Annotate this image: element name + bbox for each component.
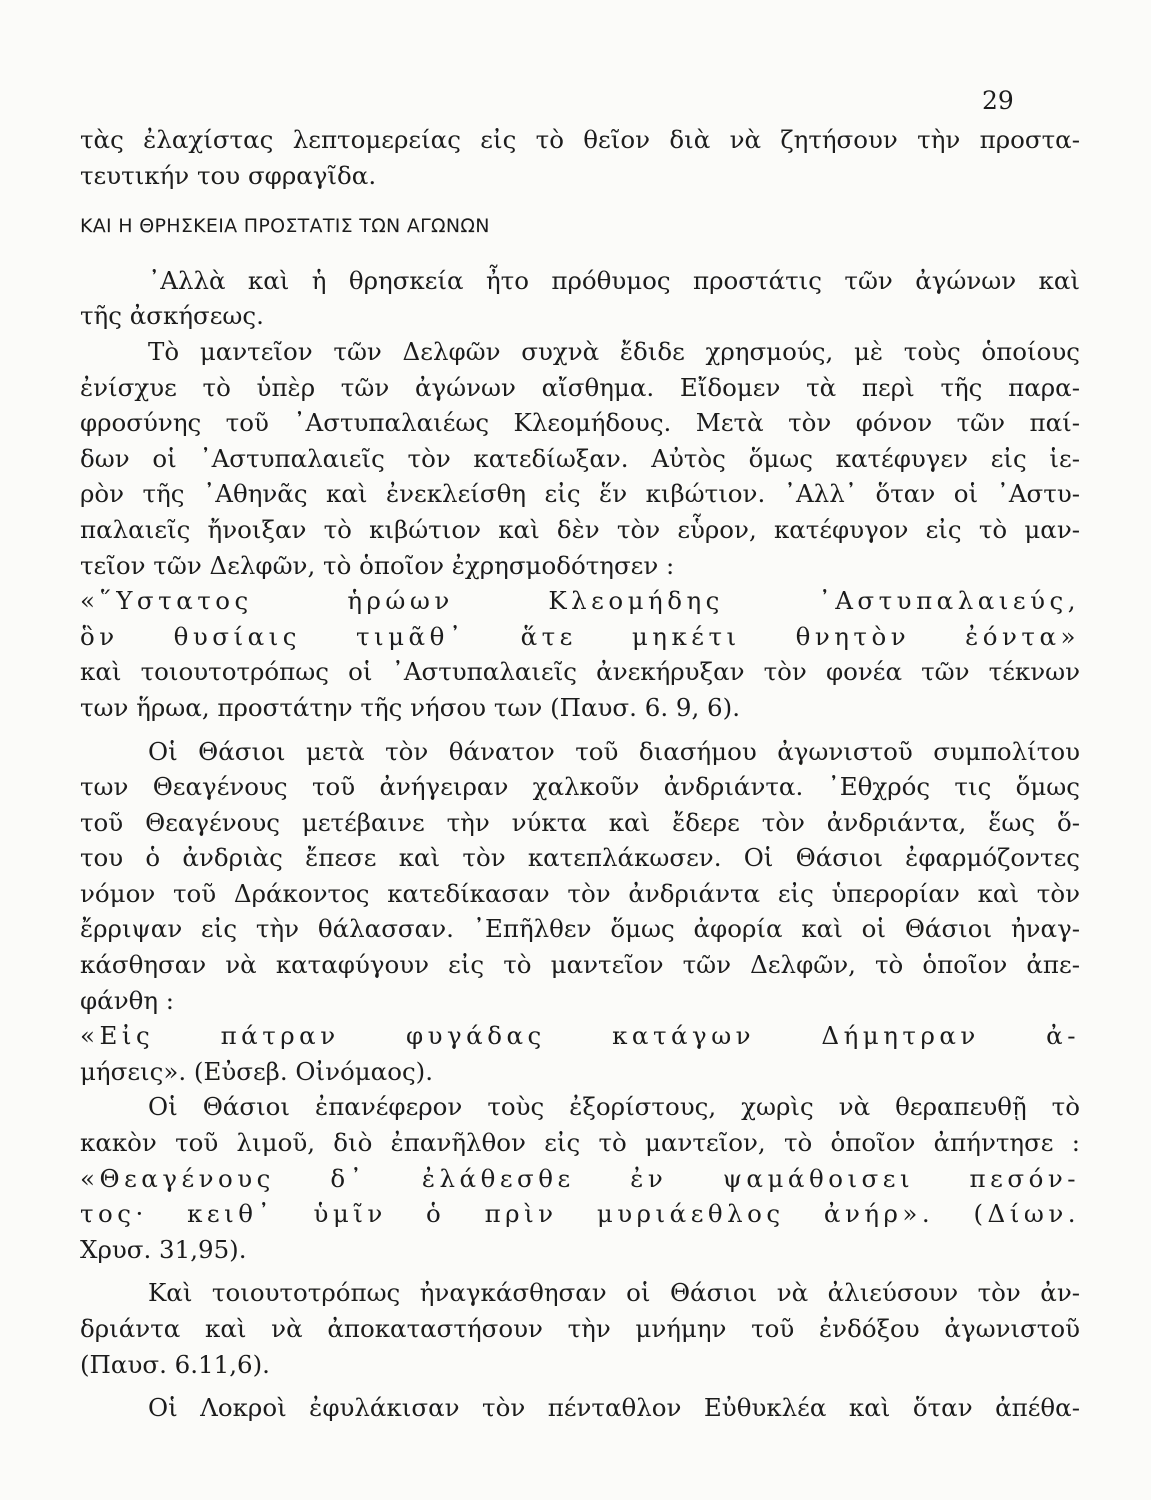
oracle-line: «῞Υστατος ἡρώων Κλεομήδης ᾿Αστυπαλαιεύς, [80,586,1080,616]
text-line: Καὶ τοιουτοτρόπως ἠναγκάσθησαν οἱ Θάσιοι νὰ ἀλιεύσουν τὸν ἀν- [148,1278,1080,1308]
oracle-line: «Εἰς πάτραν φυγάδας κατάγων Δήμητραν ἀ- [80,1021,1080,1051]
oracle-line: μήσεις». (Εὐσεβ. Οἰνόμαος). [80,1056,434,1086]
text-line: καὶ τοιουτοτρόπως οἱ ᾿Αστυπαλαιεῖς ἀνεκήρυξαν τὸν φονέα τῶν τέκνων [80,657,1080,687]
text-line: νόμον τοῦ Δράκοντος κατεδίκασαν τὸν ἀνδριάντα εἰς ὑπερορίαν καὶ τὸν [80,878,1080,908]
text-line: φάνθη : [80,985,175,1015]
text-line: των ἥρωα, προστάτην τῆς νήσου των (Παυσ. 6. 9, 6). [80,692,740,722]
text-line: Οἱ Λοκροὶ ἐφυλάκισαν τὸν πένταθλον Εὐθυκλέα καὶ ὅταν ἀπέθα- [148,1393,1080,1423]
text-line: του ὁ ἀνδριὰς ἔπεσε καὶ τὸν κατεπλάκωσεν. Οἱ Θάσιοι ἐφαρμόζοντες [80,843,1080,873]
text-line: Χρυσ. 31,95). [80,1234,247,1264]
text-line: τεῖον τῶν Δελφῶν, τὸ ὁποῖον ἐχρησμοδότησεν : [80,550,675,580]
text-line: φροσύνης τοῦ ᾿Αστυπαλαιέως Κλεομήδους. Μετὰ τὸν φόνον τῶν παί- [80,408,1080,438]
text-line: παλαιεῖς ἤνοιξαν τὸ κιβώτιον καὶ δὲν τὸν εὗρον, κατέφυγον εἰς τὸ μαν- [80,514,1080,544]
text-line: (Παυσ. 6.11,6). [80,1349,270,1379]
text-line: ρὸν τῆς ᾿Αθηνᾶς καὶ ἐνεκλείσθη εἰς ἕν κιβώτιον. ᾿Αλλ᾿ ὅταν οἱ ᾿Αστυ- [80,479,1080,509]
text-line: τῆς ἀσκήσεως. [80,301,264,331]
text-line: Τὸ μαντεῖον τῶν Δελφῶν συχνὰ ἔδιδε χρησμούς, μὲ τοὺς ὁποίους [148,336,1080,366]
text-line: τοῦ Θεαγένους μετέβαινε τὴν νύκτα καὶ ἔδερε τὸν ἀνδριάντα, ἕως ὅ- [80,807,1080,837]
text-line: των Θεαγένους τοῦ ἀνήγειραν χαλκοῦν ἀνδριάντα. ᾿Εθχρός τις ὅμως [80,772,1080,802]
text-line: ᾿Αλλὰ καὶ ἡ θρησκεία ἦτο πρόθυμος προστάτις τῶν ἀγώνων καὶ [148,265,1080,295]
text-line: Οἱ Θάσιοι ἐπανέφερον τοὺς ἐξορίστους, χωρὶς νὰ θεραπευθῇ τὸ [148,1092,1080,1122]
page-number: 29 [982,86,1014,115]
text-line: τὰς ἐλαχίστας λεπτομερείας εἰς τὸ θεῖον διὰ νὰ ζητήσουν τὴν προστα- [80,125,1080,154]
oracle-line: «Θεαγένους δ᾿ ἐλάθεσθε ἐν ψαμάθοισει πεσόν- [80,1163,1080,1193]
text-line: ἐνίσχυε τὸ ὑπὲρ τῶν ἀγώνων αἴσθημα. Εἴδομεν τὰ περὶ τῆς παρα- [80,372,1080,402]
text-line: τευτικήν του σφραγῖδα. [80,160,377,190]
text-line: κάσθησαν νὰ καταφύγουν εἰς τὸ μαντεῖον τῶν Δελφῶν, τὸ ὁποῖον ἀπε- [80,950,1080,980]
text-line: Οἱ Θάσιοι μετὰ τὸν θάνατον τοῦ διασήμου ἀγωνιστοῦ συμπολίτου [148,736,1080,766]
body-text [80,122,1080,1426]
text-line: ἔρριψαν εἰς τὴν θάλασσαν. ᾿Επῆλθεν ὅμως ἀφορία καὶ οἱ Θάσιοι ἠναγ- [80,914,1080,944]
oracle-line: τος· κειθ᾿ ὑμῖν ὁ πρὶν μυριάεθλος ἀνήρ». (Δίων. [80,1199,1080,1229]
section-heading: ΚΑΙ Η ΘΡΗΣΚΕΙΑ ΠΡΟΣΤΑΤΙΣ ΤΩΝ ΑΓΩΝΩΝ [80,215,490,238]
text-line: κακὸν τοῦ λιμοῦ, διὸ ἐπανῆλθον εἰς τὸ μαντεῖον, τὸ ὁποῖον ἀπήντησε : [80,1128,1080,1158]
text-line: δριάντα καὶ νὰ ἀποκαταστήσουν τὴν μνήμην τοῦ ἐνδόξου ἀγωνιστοῦ [80,1314,1080,1343]
oracle-line: ὃν θυσίαις τιμᾶθ᾿ ἅτε μηκέτι θνητὸν ἐόντα» [80,621,1080,651]
text-line: δων οἱ ᾿Αστυπαλαιεῖς τὸν κατεδίωξαν. Αὐτὸς ὅμως κατέφυγεν εἰς ἱε- [80,443,1080,473]
